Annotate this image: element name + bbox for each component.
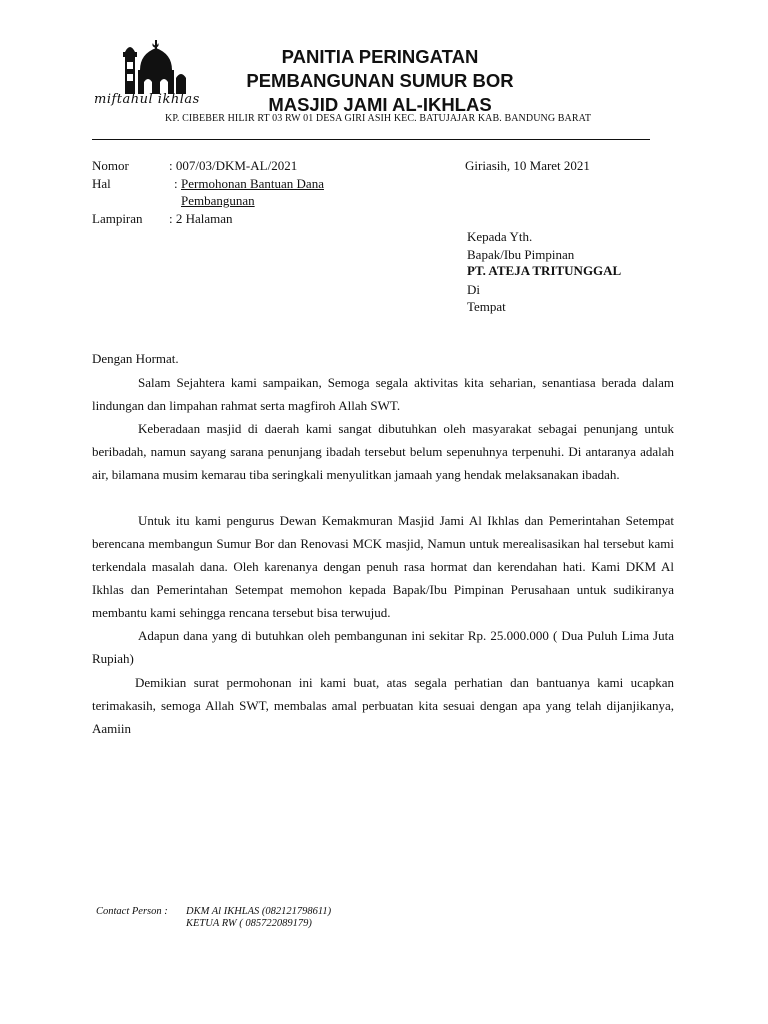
hal-value-1: Permohonan Bantuan Dana	[181, 176, 324, 191]
lampiran-value: : 2 Halaman	[169, 211, 233, 226]
hal-colon: :	[174, 176, 178, 191]
recipient-company: PT. ATEJA TRITUNGGAL	[467, 263, 622, 278]
contact-line-1: DKM Al IKHLAS (082121798611)	[186, 906, 332, 917]
header-address: KP. CIBEBER HILIR RT 03 RW 01 DESA GIRI ASIH KEC. BATUJAJAR KAB. BANDUNG BARAT	[165, 113, 592, 124]
body-paragraph-1: Salam Sejahtera kami sampaikan, Semoga segala aktivitas kita seharian, senantiasa berada dalam lindungan dan limpahan rahmat serta magfiroh Allah SWT.	[92, 375, 674, 413]
nomor-value: : 007/03/DKM-AL/2021	[169, 158, 298, 173]
place-date: Giriasih, 10 Maret 2021	[465, 158, 590, 173]
logo-script-text: miftahul ikhlas	[94, 92, 200, 107]
contact-label: Contact Person :	[96, 906, 168, 917]
mosque-logo	[92, 40, 222, 110]
body-paragraph-5: Demikian surat permohonan ini kami buat, atas segala perhatian dan bantuanya kami ucapkan terimakasih, semoga Allah SWT, membalas amal perbuatan kita sesuai dengan apa yang telah dijanjikanya, Aamiin	[92, 675, 674, 736]
header-line-3: MASJID JAMI AL-IKHLAS	[268, 94, 492, 115]
hal-value-2: Pembangunan	[181, 193, 255, 208]
lampiran-label: Lampiran	[92, 211, 143, 226]
body-paragraph-3: Untuk itu kami pengurus Dewan Kemakmuran Masjid Jami Al Ikhlas dan Pemerintahan Setempat berencana membangun Sumur Bor dan Renovasi MCK masjid, Namun untuk merealisasikan hal tersebut kami terkendala masalah dana. Oleh karenanya dengan penuh rasa hormat dan kerendahan hati. Kami DKM Al Ikhlas dan Pemerintahan Setempat memohon kepada Bapak/Ibu Pimpinan Perusahaan untuk sudikiranya membantu kami sehingga rencana tersebut bisa terwujud.	[92, 513, 674, 620]
greeting: Dengan Hormat.	[92, 351, 179, 366]
nomor-label: Nomor	[92, 158, 129, 173]
header-divider	[92, 139, 650, 140]
body-paragraph-2: Keberadaan masjid di daerah kami sangat dibutuhkan oleh masyarakat sebagai penunjang untuk beribadah, namun sayang sarana penunjang ibadah tersebut belum sepenuhnya terpenuhi. Di antaranya adalah air, bilamana musim kemarau tiba seringkali menyulitkan jamaah yang hendak melaksanakan ibadah.	[92, 421, 674, 482]
recipient-line-1: Kepada Yth.	[467, 229, 533, 244]
contact-line-2: KETUA RW ( 085722089179)	[186, 918, 312, 929]
hal-label: Hal	[92, 176, 111, 191]
header-line-2: PEMBANGUNAN SUMUR BOR	[246, 70, 514, 91]
body-paragraph-4: Adapun dana yang di butuhkan oleh pembangunan ini sekitar Rp. 25.000.000 ( Dua Puluh Lima Juta Rupiah)	[92, 628, 674, 666]
recipient-line-2: Bapak/Ibu Pimpinan	[467, 247, 575, 262]
recipient-line-4: Di	[467, 282, 480, 297]
header-line-1: PANITIA PERINGATAN	[281, 46, 479, 67]
recipient-line-5: Tempat	[467, 299, 506, 314]
